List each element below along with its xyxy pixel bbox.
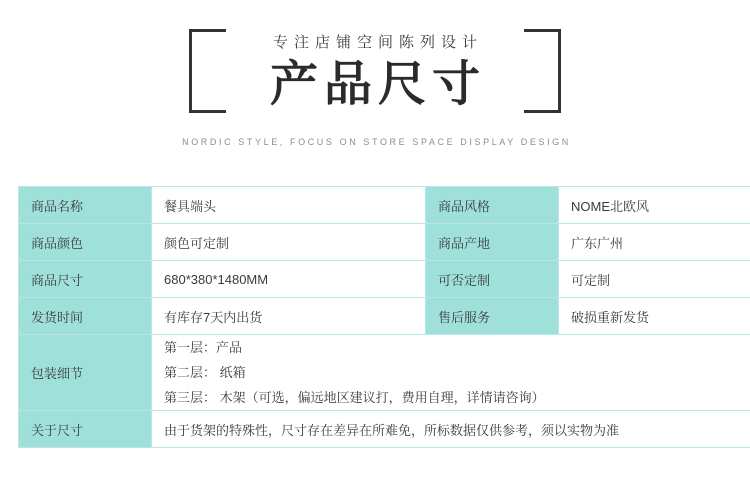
page-title: 产品尺寸: [269, 57, 486, 111]
page-header: [0, 0, 750, 170]
packing-line-1: 第一层：产品: [164, 340, 243, 355]
table-row: [19, 224, 750, 261]
bracket-left-decoration: [189, 29, 226, 113]
spec-value-product-size: 680*380*1480MM: [152, 261, 426, 298]
specification-table: [18, 186, 750, 448]
spec-label-after-sales: 售后服务: [426, 298, 559, 335]
spec-label-product-name: 商品名称: [19, 187, 152, 224]
spec-label-shipping-time: 发货时间: [19, 298, 152, 335]
table-row-packing: [19, 335, 750, 411]
spec-value-size-note: 由于货架的特殊性，尺寸存在差异在所难免，所标数据仅供参考，须以实物为准: [152, 411, 750, 448]
spec-value-shipping-time: 有库存7天内出货: [152, 298, 426, 335]
bracket-right-decoration: [524, 29, 561, 113]
table-row: [19, 298, 750, 335]
packing-line-2: 第二层： 纸箱: [164, 365, 246, 380]
spec-value-product-name: 餐具端头: [152, 187, 426, 224]
spec-label-product-origin: 商品产地: [426, 224, 559, 261]
spec-label-product-size: 商品尺寸: [19, 261, 152, 298]
header-subtitle-cn: 专注店铺空间陈列设计: [272, 33, 483, 51]
spec-value-customizable: 可定制: [559, 261, 750, 298]
spec-value-packing: [152, 335, 750, 411]
packing-line-3: 第三层： 木架（可选，偏远地区建议打，费用自理，详情请咨询）: [164, 390, 545, 405]
header-subtitle-en: NORDIC STYLE, FOCUS ON STORE SPACE DISPLAY DESIGN: [182, 137, 571, 148]
spec-value-after-sales: 破损重新发货: [559, 298, 750, 335]
spec-label-product-style: 商品风格: [426, 187, 559, 224]
spec-label-packing: 包装细节: [19, 335, 152, 411]
spec-label-size-note: 关于尺寸: [19, 411, 152, 448]
title-bracket-frame: [195, 23, 555, 122]
spec-label-product-color: 商品颜色: [19, 224, 152, 261]
spec-value-product-origin: 广东广州: [559, 224, 750, 261]
spec-value-product-style: NOME北欧风: [559, 187, 750, 224]
table-row: [19, 187, 750, 224]
table-row-note: [19, 411, 750, 448]
spec-label-customizable: 可否定制: [426, 261, 559, 298]
table-row: [19, 261, 750, 298]
spec-value-product-color: 颜色可定制: [152, 224, 426, 261]
